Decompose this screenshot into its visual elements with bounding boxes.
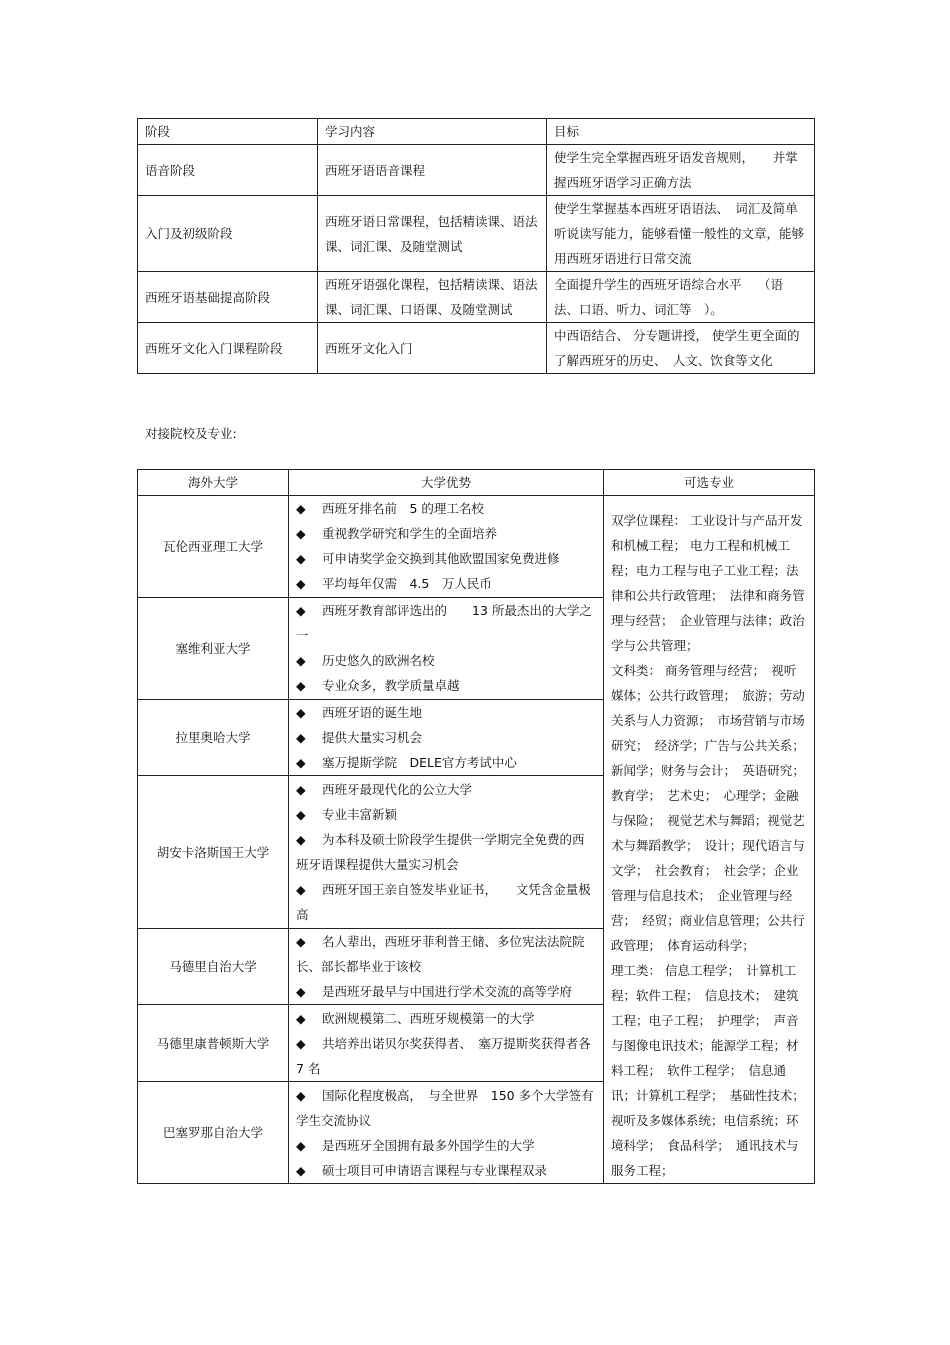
table-row xyxy=(138,496,815,598)
diamond-bullet-icon: ◆ xyxy=(296,551,306,567)
advantages-cell xyxy=(289,496,604,598)
list-item: ◆ 西班牙教育部评选出的 13 所最杰出的大学之一 xyxy=(296,598,596,648)
university-name: 瓦伦西亚理工大学 xyxy=(138,496,289,598)
study-plan-table xyxy=(137,118,815,374)
university-name: 塞维利亚大学 xyxy=(138,597,289,699)
diamond-bullet-icon: ◆ xyxy=(296,1162,306,1178)
diamond-bullet-icon: ◆ xyxy=(296,576,306,592)
list-item: ◆ 欧洲规模第二、西班牙规模第一的大学 xyxy=(296,1006,596,1031)
stage-cell: 西班牙语基础提高阶段 xyxy=(138,272,318,323)
header-stage: 阶段 xyxy=(138,119,318,145)
list-item: ◆ 是西班牙全国拥有最多外国学生的大学 xyxy=(296,1133,596,1158)
list-item: ◆ 西班牙国王亲自签发毕业证书， 文凭含金量极高 xyxy=(296,877,596,927)
header-advantages: 大学优势 xyxy=(289,470,604,496)
diamond-bullet-icon: ◆ xyxy=(296,1035,306,1051)
advantages-cell xyxy=(289,597,604,699)
majors-liberal-arts: 文科类： 商务管理与经营； 视听媒体；公共行政管理； 旅游；劳动关系与人力资源； 市场营销与市场研究； 经济学；广告与公共关系；新闻学；财务与会计； 英语研究； 教育学； 艺术史； 心理学；金融与保险； 视觉艺术与舞蹈；视觉艺术与舞蹈教学； 设计；现代语言与文学； 社会教育； 社会学；企业管理与信息技术； 企业管理与经营； 经贸；商业信息管理；公共行政管理； 体育运动科学； xyxy=(611,663,812,953)
diamond-bullet-icon: ◆ xyxy=(296,603,306,619)
goal-cell: 使学生掌握基本西班牙语语法、 词汇及简单听说读写能力，能够看懂一般性的文章，能够用西班牙语进行日常交流 xyxy=(547,196,815,272)
diamond-bullet-icon: ◆ xyxy=(296,1087,306,1103)
advantages-cell xyxy=(289,699,604,776)
header-content: 学习内容 xyxy=(318,119,547,145)
list-item: ◆ 为本科及硕士阶段学生提供一学期完全免费的西班牙语课程提供大量实习机会 xyxy=(296,827,596,877)
list-item: ◆ 西班牙最现代化的公立大学 xyxy=(296,777,596,802)
universities-table xyxy=(137,469,815,1184)
stage-cell: 语音阶段 xyxy=(138,145,318,196)
diamond-bullet-icon: ◆ xyxy=(296,934,306,950)
diamond-bullet-icon: ◆ xyxy=(296,882,306,898)
diamond-bullet-icon: ◆ xyxy=(296,782,306,798)
content-cell: 西班牙语语音课程 xyxy=(318,145,547,196)
header-university: 海外大学 xyxy=(138,470,289,496)
list-item: ◆ 是西班牙最早与中国进行学术交流的高等学府 xyxy=(296,979,596,1004)
table-row xyxy=(138,145,815,196)
list-item: ◆ 塞万提斯学院 DELE官方考试中心 xyxy=(296,750,596,775)
advantages-cell xyxy=(289,928,604,1005)
majors-double-degree: 双学位课程： 工业设计与产品开发和机械工程； 电力工程和机械工程；电力工程与电子工业工程；法律和公共行政管理； 法律和商务管理与经营； 企业管理与法律；政治学与公共管理； xyxy=(611,513,805,653)
table-row xyxy=(138,272,815,323)
list-item: ◆ 平均每年仅需 4.5 万人民币 xyxy=(296,571,596,596)
content-cell: 西班牙语日常课程，包括精读课、语法课、词汇课、及随堂测试 xyxy=(318,196,547,272)
university-name: 拉里奥哈大学 xyxy=(138,699,289,776)
diamond-bullet-icon: ◆ xyxy=(296,984,306,1000)
university-name: 马德里康普顿斯大学 xyxy=(138,1005,289,1082)
list-item: ◆ 西班牙排名前 5 的理工名校 xyxy=(296,496,596,521)
diamond-bullet-icon: ◆ xyxy=(296,730,306,746)
table-header-row xyxy=(138,470,815,496)
stage-cell: 入门及初级阶段 xyxy=(138,196,318,272)
list-item: ◆ 西班牙语的诞生地 xyxy=(296,700,596,725)
header-goal: 目标 xyxy=(547,119,815,145)
content-cell: 西班牙文化入门 xyxy=(318,323,547,374)
university-name: 巴塞罗那自治大学 xyxy=(138,1082,289,1184)
diamond-bullet-icon: ◆ xyxy=(296,705,306,721)
section-label: 对接院校及专业: xyxy=(145,426,237,441)
list-item: ◆ 历史悠久的欧洲名校 xyxy=(296,648,596,673)
majors-cell xyxy=(604,496,815,1184)
goal-cell: 全面提升学生的西班牙语综合水平 （语法、口语、听力、词汇等 ）。 xyxy=(547,272,815,323)
table-row xyxy=(138,196,815,272)
diamond-bullet-icon: ◆ xyxy=(296,755,306,771)
stage-cell: 西班牙文化入门课程阶段 xyxy=(138,323,318,374)
diamond-bullet-icon: ◆ xyxy=(296,501,306,517)
header-majors: 可选专业 xyxy=(604,470,815,496)
list-item: ◆ 专业丰富新颖 xyxy=(296,802,596,827)
advantages-cell xyxy=(289,1082,604,1184)
list-item: ◆ 专业众多，教学质量卓越 xyxy=(296,673,596,698)
diamond-bullet-icon: ◆ xyxy=(296,1010,306,1026)
list-item: ◆ 重视教学研究和学生的全面培养 xyxy=(296,521,596,546)
table-row xyxy=(138,323,815,374)
diamond-bullet-icon: ◆ xyxy=(296,526,306,542)
list-item: ◆ 可申请奖学金交换到其他欧盟国家免费进修 xyxy=(296,546,596,571)
goal-cell: 中西语结合、 分专题讲授， 使学生更全面的了解西班牙的历史、 人文、饮食等文化 xyxy=(547,323,815,374)
university-name: 胡安卡洛斯国王大学 xyxy=(138,776,289,928)
diamond-bullet-icon: ◆ xyxy=(296,678,306,694)
list-item: ◆ 名人辈出，西班牙菲利普王储、多位宪法法院院长、部长都毕业于该校 xyxy=(296,929,596,979)
list-item: ◆ 国际化程度极高， 与全世界 150 多个大学签有学生交流协议 xyxy=(296,1083,596,1133)
diamond-bullet-icon: ◆ xyxy=(296,832,306,848)
list-item: ◆ 提供大量实习机会 xyxy=(296,725,596,750)
table-header-row xyxy=(138,119,815,145)
advantages-cell xyxy=(289,776,604,928)
university-name: 马德里自治大学 xyxy=(138,928,289,1005)
list-item: ◆ 硕士项目可申请语言课程与专业课程双录 xyxy=(296,1158,596,1183)
diamond-bullet-icon: ◆ xyxy=(296,653,306,669)
goal-cell: 使学生完全掌握西班牙语发音规则， 并掌握西班牙语学习正确方法 xyxy=(547,145,815,196)
content-cell: 西班牙语强化课程，包括精读课、语法课、词汇课、口语课、及随堂测试 xyxy=(318,272,547,323)
diamond-bullet-icon: ◆ xyxy=(296,1137,306,1153)
list-item: ◆ 共培养出诺贝尔奖获得者、 塞万提斯奖获得者各 7 名 xyxy=(296,1031,596,1081)
majors-science-engineering: 理工类： 信息工程学； 计算机工程；软件工程； 信息技术； 建筑工程；电子工程； 护理学； 声音与图像电讯技术；能源学工程；材料工程； 软件工程学； 信息通讯；计算机工程学； 基础性技术；视听及多媒体系统；电信系统；环境科学； 食品科学； 通讯技术与服务工程； xyxy=(611,963,805,1178)
diamond-bullet-icon: ◆ xyxy=(296,807,306,823)
advantages-cell xyxy=(289,1005,604,1082)
